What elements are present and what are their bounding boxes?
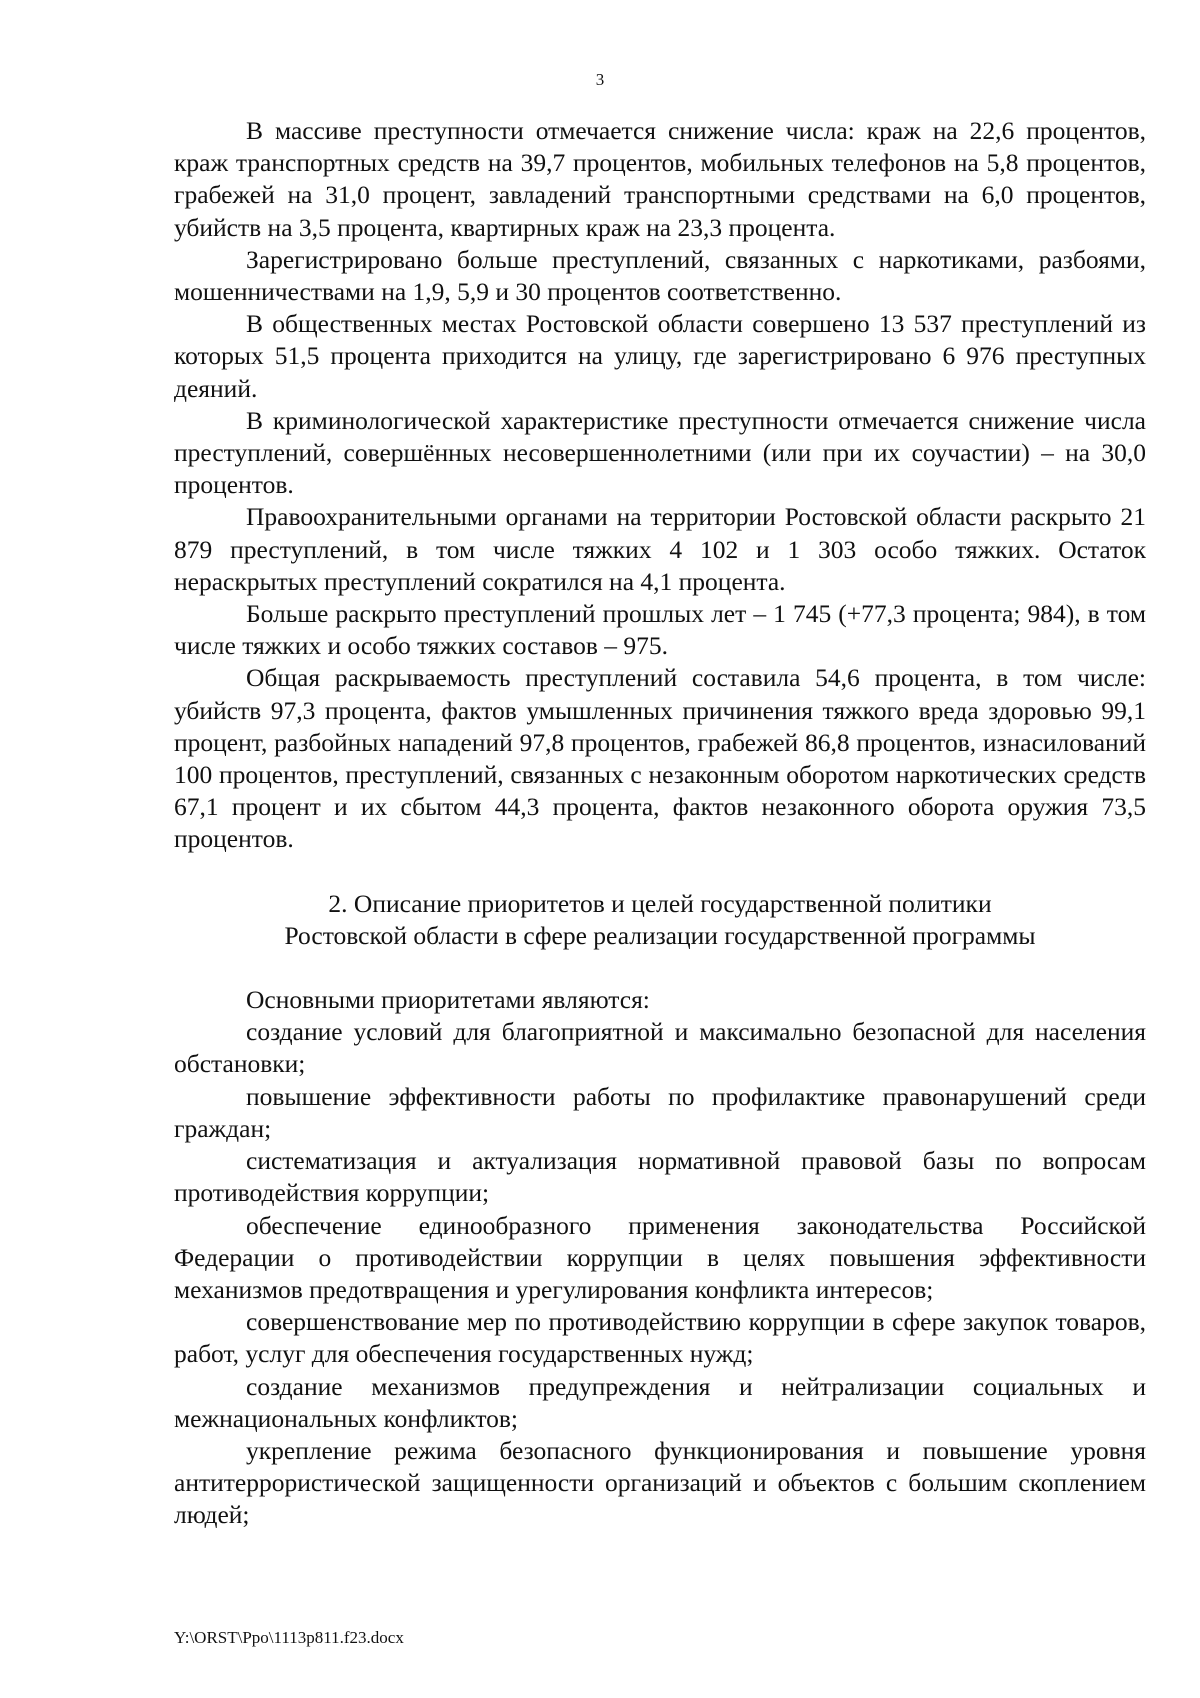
- paragraph: В общественных местах Ростовской области совершено 13 537 преступлений из которых 51,5 процента приходится на улицу, где зарегистрировано 6 976 преступных деяний.: [174, 309, 1146, 403]
- priority-item: создание условий для благоприятной и максимально безопасной для населения обстановки;: [174, 1017, 1146, 1079]
- priorities-intro: Основными приоритетами являются:: [246, 985, 650, 1015]
- section-heading-line: Ростовской области в сфере реализации государственной программы: [284, 920, 1036, 950]
- priority-item: совершенствование мер по противодействию коррупции в сфере закупок товаров, работ, услуг для обеспечения государственных нужд;: [174, 1307, 1146, 1369]
- priority-item: создание механизмов предупреждения и нейтрализации социальных и межнациональных конфликтов;: [174, 1371, 1146, 1433]
- section-heading-line: 2. Описание приоритетов и целей государственной политики: [328, 888, 992, 918]
- paragraph: Общая раскрываемость преступлений составила 54,6 процента, в том числе: убийств 97,3 процента, фактов умышленных причинения тяжкого вреда здоровью 99,1 процент, разбойных нападений 97,8 процентов, грабежей 86,8 процентов, изнасилований 100 процентов, преступлений, связанных с незаконным оборотом наркотических средств 67,1 процент и их сбытом 44,3 процента, фактов незаконного оборота оружия 73,5 процентов.: [174, 663, 1146, 854]
- section-heading: [174, 888, 1146, 952]
- paragraph: Правоохранительными органами на территории Ростовской области раскрыто 21 879 преступлений, в том числе тяжких 4 102 и 1 303 особо тяжких. Остаток нераскрытых преступлений сократился на 4,1 процента.: [174, 502, 1146, 596]
- paragraph: Зарегистрировано больше преступлений, связанных с наркотиками, разбоями, мошенничествами на 1,9, 5,9 и 30 процентов соответственно.: [174, 244, 1146, 307]
- priority-item: укрепление режима безопасного функционирования и повышение уровня антитеррористической защищенности организаций и объектов с большим скоплением людей;: [174, 1435, 1146, 1530]
- page-number: 3: [595, 70, 605, 89]
- paragraph: В криминологической характеристике преступности отмечается снижение числа преступлений, совершённых несовершеннолетними (или при их соучастии) – на 30,0 процентов.: [174, 405, 1146, 500]
- priority-item: обеспечение единообразного применения законодательства Российской Федерации о противодействии коррупции в целях повышения эффективности механизмов предотвращения и урегулирования конфликта интересов;: [174, 1210, 1146, 1304]
- document-body: [174, 115, 1146, 1532]
- priority-item: систематизация и актуализация нормативной правовой базы по вопросам противодействия коррупции;: [174, 1146, 1146, 1208]
- priority-item: повышение эффективности работы по профилактике правонарушений среди граждан;: [174, 1081, 1146, 1143]
- paragraph: В массиве преступности отмечается снижение числа: краж на 22,6 процентов, краж транспортных средств на 39,7 процентов, мобильных телефонов на 5,8 процентов, грабежей на 31,0 процент, завладений транспортными средствами на 6,0 процентов, убийств на 3,5 процента, квартирных краж на 23,3 процента.: [174, 116, 1146, 242]
- footer-file-path: Y:\ORST\Ppo\1113p811.f23.docx: [174, 1628, 404, 1647]
- paragraph: Больше раскрыто преступлений прошлых лет – 1 745 (+77,3 процента; 984), в том числе тяжких и особо тяжких составов – 975.: [174, 599, 1146, 661]
